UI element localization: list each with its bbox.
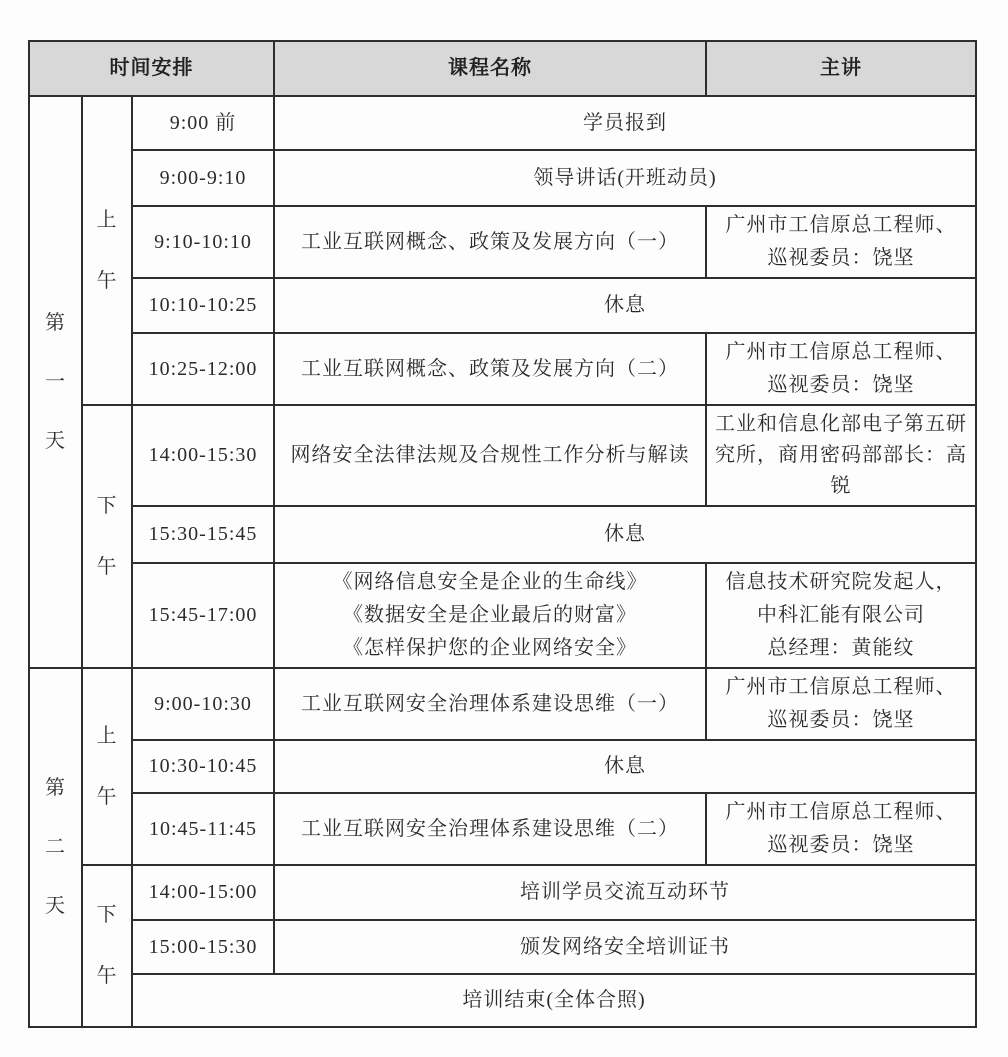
table-row: [29, 333, 976, 405]
header-speaker: 主讲: [706, 41, 976, 96]
header-course-name: 课程名称: [274, 41, 706, 96]
day-2-afternoon-label: 下 午: [82, 865, 132, 1027]
table-row: [29, 740, 976, 793]
course-cell: 网络安全法律法规及合规性工作分析与解读: [274, 405, 706, 506]
time-cell: 10:45-11:45: [132, 793, 274, 865]
table-row: [29, 563, 976, 668]
course-cell: 休息: [274, 278, 976, 333]
time-cell: 14:00-15:00: [132, 865, 274, 920]
course-cell: 休息: [274, 506, 976, 563]
day-2-label: 第 二 天: [29, 668, 82, 1027]
table-row: [29, 150, 976, 206]
course-cell: 培训结束(全体合照): [132, 974, 976, 1027]
speaker-cell: 工业和信息化部电子第五研究所，商用密码部部长：高锐: [706, 405, 976, 506]
time-cell: 15:45-17:00: [132, 563, 274, 668]
day-1-afternoon-label: 下 午: [82, 405, 132, 668]
table-row: [29, 793, 976, 865]
course-cell: 工业互联网安全治理体系建设思维（二）: [274, 793, 706, 865]
course-cell: 休息: [274, 740, 976, 793]
header-row: [29, 41, 976, 96]
table-row: [29, 974, 976, 1027]
course-cell: 工业互联网概念、政策及发展方向（一）: [274, 206, 706, 278]
speaker-cell: 广州市工信原总工程师、 巡视委员：饶坚: [706, 333, 976, 405]
table-row: [29, 96, 976, 150]
header-time-arrangement: 时间安排: [29, 41, 274, 96]
speaker-cell: 广州市工信原总工程师、 巡视委员：饶坚: [706, 206, 976, 278]
course-cell: 培训学员交流互动环节: [274, 865, 976, 920]
table-row: [29, 278, 976, 333]
speaker-cell: 信息技术研究院发起人， 中科汇能有限公司 总经理：黄能纹: [706, 563, 976, 668]
table-row: [29, 405, 976, 506]
training-schedule-table: [28, 40, 977, 1028]
course-cell: 学员报到: [274, 96, 976, 150]
day-1-label: 第 一 天: [29, 96, 82, 668]
time-cell: 9:00-10:30: [132, 668, 274, 740]
time-cell: 9:10-10:10: [132, 206, 274, 278]
table-row: [29, 206, 976, 278]
table-row: [29, 865, 976, 920]
speaker-cell: 广州市工信原总工程师、 巡视委员：饶坚: [706, 668, 976, 740]
time-cell: 9:00-9:10: [132, 150, 274, 206]
time-cell: 15:00-15:30: [132, 920, 274, 974]
speaker-cell: 广州市工信原总工程师、 巡视委员：饶坚: [706, 793, 976, 865]
time-cell: 14:00-15:30: [132, 405, 274, 506]
time-cell: 10:10-10:25: [132, 278, 274, 333]
course-cell: 颁发网络安全培训证书: [274, 920, 976, 974]
table-row: [29, 668, 976, 740]
course-cell: 领导讲话(开班动员): [274, 150, 976, 206]
course-cell: 《网络信息安全是企业的生命线》 《数据安全是企业最后的财富》 《怎样保护您的企业网络安全》: [274, 563, 706, 668]
course-cell: 工业互联网安全治理体系建设思维（一）: [274, 668, 706, 740]
time-cell: 10:30-10:45: [132, 740, 274, 793]
day-1-morning-label: 上 午: [82, 96, 132, 405]
course-cell: 工业互联网概念、政策及发展方向（二）: [274, 333, 706, 405]
time-cell: 10:25-12:00: [132, 333, 274, 405]
time-cell: 15:30-15:45: [132, 506, 274, 563]
table-row: [29, 506, 976, 563]
day-2-morning-label: 上 午: [82, 668, 132, 865]
table-row: [29, 920, 976, 974]
time-cell: 9:00 前: [132, 96, 274, 150]
